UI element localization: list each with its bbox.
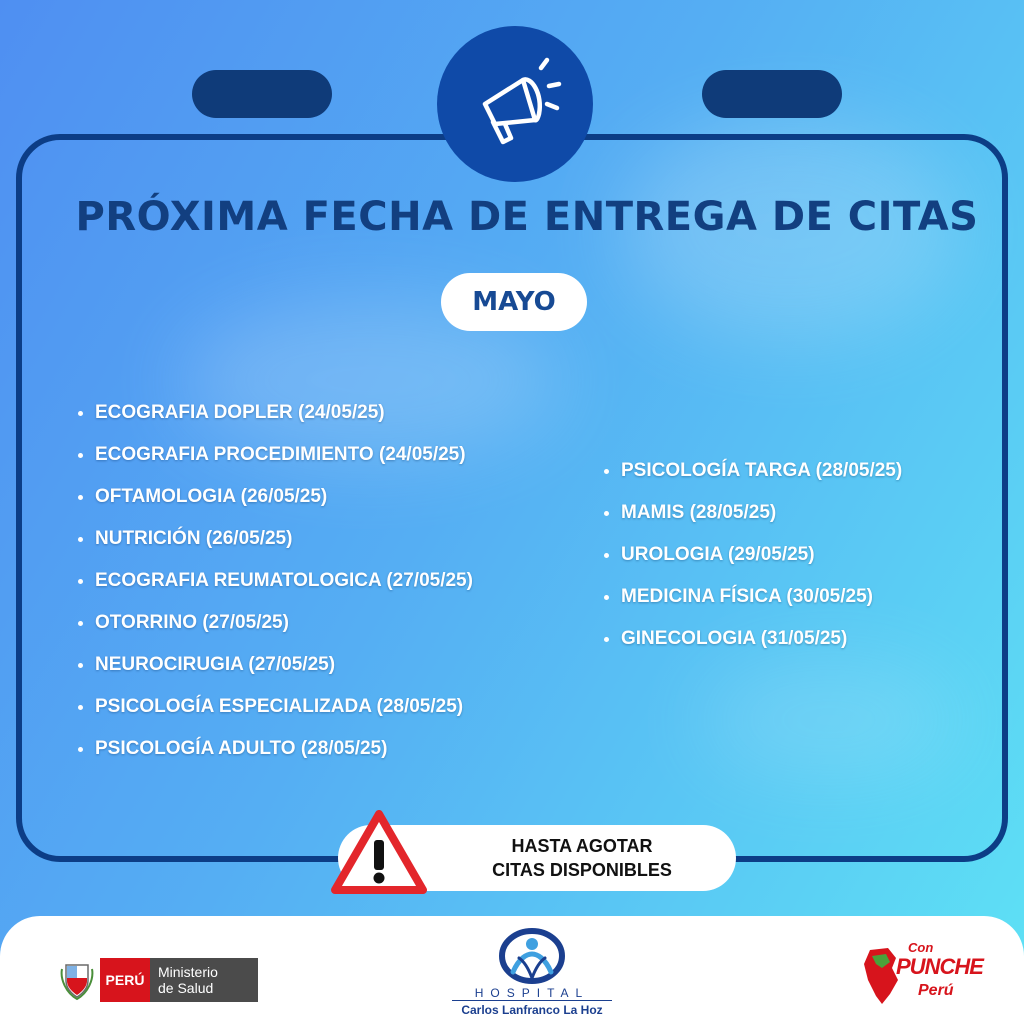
- bullet-icon: [604, 469, 609, 474]
- list-item: [78, 644, 473, 686]
- list-item: [604, 618, 902, 660]
- list-item: [604, 576, 902, 618]
- list-item: [78, 518, 473, 560]
- hospital-logo: [452, 928, 612, 1020]
- appointment-label: PSICOLOGÍA TARGA (28/05/25): [621, 460, 903, 481]
- month-badge: MAYO: [441, 273, 587, 331]
- bullet-icon: [78, 411, 83, 416]
- appointment-label: UROLOGIA (29/05/25): [621, 544, 815, 565]
- appointment-label: ECOGRAFIA REUMATOLOGICA (27/05/25): [95, 570, 473, 591]
- bullet-icon: [78, 747, 83, 752]
- appointment-label: OFTAMOLOGIA (26/05/25): [95, 486, 328, 507]
- hospital-name: Carlos Lanfranco La Hoz: [452, 1000, 612, 1017]
- list-item: [78, 686, 473, 728]
- list-item: [604, 450, 902, 492]
- bullet-icon: [78, 705, 83, 710]
- decorative-tab-right: [702, 70, 842, 118]
- bullet-icon: [78, 537, 83, 542]
- appointment-label: ECOGRAFIA DOPLER (24/05/25): [95, 402, 385, 423]
- appointment-list-left: [78, 392, 473, 770]
- peru-coat-of-arms-icon: [60, 959, 94, 1001]
- notice-line-2: CITAS DISPONIBLES: [492, 860, 672, 880]
- minsa-name: [150, 958, 258, 1002]
- page-title: PRÓXIMA FECHA DE ENTREGA DE CITAS: [75, 194, 979, 240]
- decorative-tab-left: [192, 70, 332, 118]
- appointment-label: GINECOLOGIA (31/05/25): [621, 628, 848, 649]
- bullet-icon: [78, 453, 83, 458]
- minsa-line-2: de Salud: [158, 980, 214, 996]
- punche-main: PUNCHE: [896, 954, 983, 979]
- bullet-icon: [78, 579, 83, 584]
- list-item: [78, 560, 473, 602]
- list-item: [78, 602, 473, 644]
- minsa-line-1: Ministerio: [158, 964, 218, 980]
- appointment-label: ECOGRAFIA PROCEDIMIENTO (24/05/25): [95, 444, 466, 465]
- appointment-label: PSICOLOGÍA ESPECIALIZADA (28/05/25): [95, 696, 464, 717]
- list-item: [78, 476, 473, 518]
- notice-line-1: HASTA AGOTAR: [511, 836, 653, 856]
- punche-peru: Perú: [918, 982, 954, 999]
- punche-con: Con: [908, 940, 934, 955]
- list-item: [78, 434, 473, 476]
- list-item: [78, 728, 473, 770]
- hospital-emblem-icon: [497, 928, 567, 984]
- hospital-word: HOSPITAL: [474, 986, 590, 1000]
- list-item: [78, 392, 473, 434]
- megaphone-badge: [437, 26, 593, 182]
- megaphone-icon: [465, 54, 565, 154]
- bullet-icon: [604, 511, 609, 516]
- list-item: [604, 534, 902, 576]
- bullet-icon: [78, 663, 83, 668]
- appointment-label: NUTRICIÓN (26/05/25): [95, 528, 293, 549]
- bullet-icon: [604, 595, 609, 600]
- bullet-icon: [78, 495, 83, 500]
- minsa-peru-label: PERÚ: [100, 958, 150, 1002]
- list-item: [604, 492, 902, 534]
- bullet-icon: [604, 553, 609, 558]
- appointment-list-right: [604, 450, 902, 660]
- appointment-label: MEDICINA FÍSICA (30/05/25): [621, 586, 873, 607]
- con-punche-peru-logo: [862, 938, 982, 1012]
- bullet-icon: [78, 621, 83, 626]
- appointment-label: NEUROCIRUGIA (27/05/25): [95, 654, 336, 675]
- warning-icon: [331, 810, 427, 896]
- appointment-label: MAMIS (28/05/25): [621, 502, 777, 523]
- appointment-label: PSICOLOGÍA ADULTO (28/05/25): [95, 738, 388, 759]
- appointment-label: OTORRINO (27/05/25): [95, 612, 289, 633]
- minsa-logo: [60, 958, 258, 1002]
- bullet-icon: [604, 637, 609, 642]
